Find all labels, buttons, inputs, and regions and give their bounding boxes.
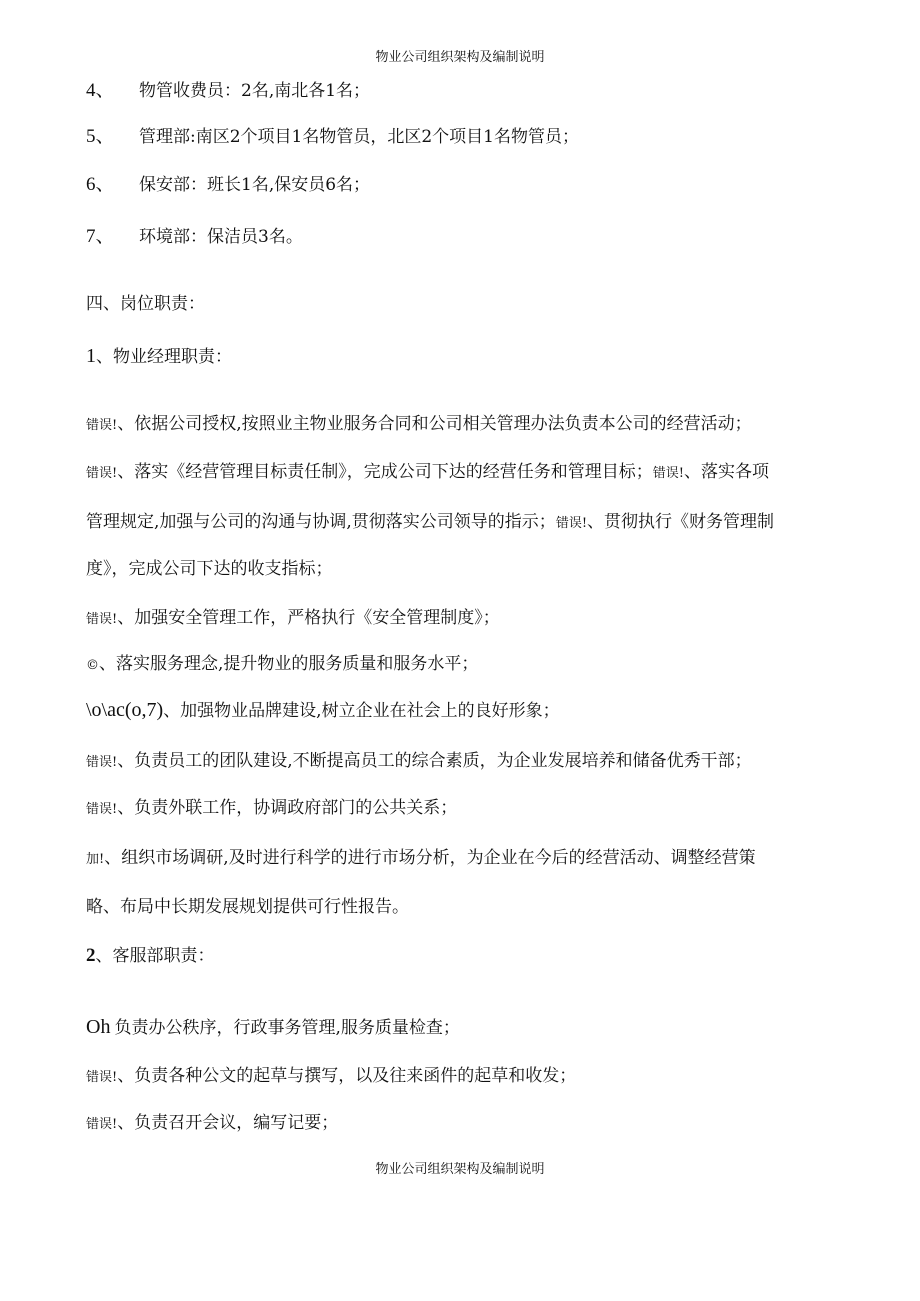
duty-text: 、落实服务理念,提升物业的服务质量和服务水平；: [99, 654, 479, 674]
duty-text: 度》，完成公司下达的收支指标；: [86, 559, 333, 579]
item-number: 7、: [86, 226, 115, 247]
duty-item: [86, 699, 560, 722]
duty-item-continued: [86, 511, 774, 535]
duty-text: 、加强物业品牌建设,树立企业在社会上的良好形象；: [163, 701, 560, 721]
heading-text: 、物业经理职责：: [96, 347, 232, 367]
item-text: 物管收费员：2名,南北各1名；: [139, 81, 371, 101]
section-heading: 四、岗位职责：: [86, 294, 205, 314]
duty-text: 、加强安全管理工作，严格执行《安全管理制度》；: [117, 608, 500, 628]
duty-text: 、贯彻执行《财务管理制: [587, 512, 775, 532]
field-error-marker: 错误!: [86, 418, 118, 433]
field-error-marker: 错误!: [652, 466, 684, 481]
field-error-marker: 错误!: [86, 466, 118, 481]
duty-text: 、负责召开会议，编写记要；: [117, 1113, 339, 1133]
field-error-marker: 加!: [86, 852, 105, 867]
duty-item: [86, 607, 500, 631]
duty-item: [86, 653, 478, 677]
heading-text: 、客服部职责：: [95, 946, 215, 966]
field-code-marker: Oh: [86, 1016, 111, 1038]
duty-text: 略、布局中长期发展规划提供可行性报告。: [86, 897, 409, 917]
item-number: 5、: [86, 126, 115, 147]
duty-item: [86, 413, 752, 437]
heading-number: 2: [86, 945, 96, 966]
field-error-marker: 错误!: [86, 1070, 118, 1085]
duty-item: [86, 1065, 576, 1089]
duty-item: [86, 750, 752, 774]
item-text: 管理部:南区2个项目1名物管员，北区2个项目1名物管员；: [139, 127, 579, 147]
subsection-heading: [86, 345, 232, 368]
duty-item: [86, 847, 756, 871]
duty-item-continued: [86, 558, 333, 580]
duty-item: [86, 1112, 338, 1136]
item-number: 4、: [86, 80, 115, 101]
duty-item-continued: [86, 896, 409, 918]
field-error-marker: 错误!: [86, 1117, 118, 1132]
heading-number: 1: [86, 345, 96, 367]
field-code-marker: \o\ac(o,7): [86, 699, 164, 721]
duty-item: [86, 797, 457, 821]
field-error-marker: 错误!: [86, 802, 118, 817]
copyright-marker: ©: [86, 658, 99, 673]
page-footer: 物业公司组织架构及编制说明: [375, 1162, 545, 1177]
field-error-marker: 错误!: [555, 516, 588, 531]
item-number: 6、: [86, 174, 115, 195]
duty-text: 、负责外联工作，协调政府部门的公共关系；: [117, 798, 458, 818]
duty-text: 、落实各项: [683, 462, 769, 482]
field-error-marker: 错误!: [86, 612, 118, 627]
field-error-marker: 错误!: [86, 755, 118, 770]
duty-text: 、依据公司授权,按照业主物业服务合同和公司相关管理办法负责本公司的经营活动；: [117, 414, 752, 434]
duty-text: 、负责各种公文的起草与撰写，以及往来函件的起草和收发；: [117, 1066, 577, 1086]
subsection-heading: [86, 945, 215, 967]
item-text: 保安部：班长1名,保安员6名；: [139, 175, 371, 195]
duty-text: 负责办公秩序，行政事务管理,服务质量检查；: [114, 1018, 460, 1038]
page-header: 物业公司组织架构及编制说明: [375, 50, 545, 65]
duty-text: 、负责员工的团队建设,不断提高员工的综合素质，为企业发展培养和储备优秀干部；: [117, 751, 752, 771]
duty-item: [86, 1016, 460, 1039]
duty-text: 、落实《经营管理目标责任制》，完成公司下达的经营任务和管理目标；: [117, 462, 653, 482]
item-text: 环境部：保洁员3名。: [139, 227, 303, 247]
duty-text: 、组织市场调研,及时进行科学的进行市场分析，为企业在今后的经营活动、调整经营策: [104, 848, 756, 868]
duty-text: 管理规定,加强与公司的沟通与协调,贯彻落实公司领导的指示；: [86, 512, 556, 532]
duty-item: [86, 461, 769, 485]
